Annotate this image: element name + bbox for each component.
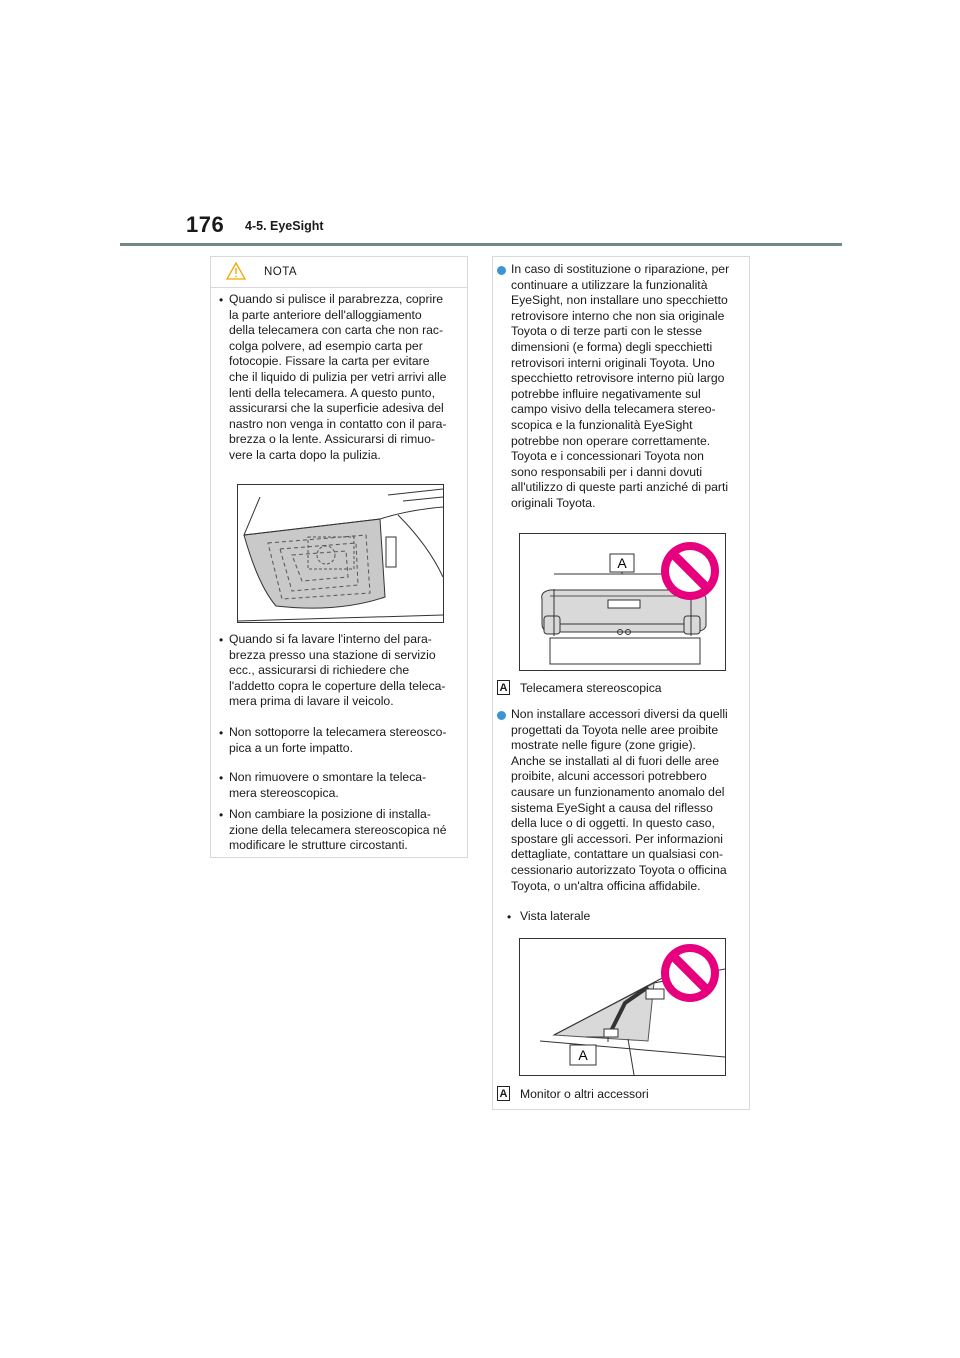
bullet-circle-icon <box>497 266 506 275</box>
info-item-2: Non installare accessori diversi da quelli progettati da Toyota nelle aree proibite mostrate nelle figure (zone grigie). Anche se installati al di fuori delle aree proibite, alcuni accessori potrebbero causare un funzionamento anomalo del sistema EyeSight a causa del riflesso della luce o di oggetti. In questo caso, spostare gli accessori. Per informazioni dettagliate, contattare un qualsiasi con- cessionario autorizzato Toyota o officina Toyota, o un'altra officina affidabile. <box>511 707 728 893</box>
fig1-label-letter: A <box>497 680 510 695</box>
camera-cover-figure <box>237 484 444 623</box>
bullet-dot: • <box>507 910 512 924</box>
note-bullet-1: Quando si pulisce il parabrezza, coprire la parte anteriore dell'alloggiamento della telecamera con carta che non rac- colga polvere, ad esempio carta per fotocopie. Fissare la carta per evitare che il liquido di pulizia per vetri arrivi alle lenti della telecamera. A questo punto, assicurarsi che la superficie adesiva del nastro non venga in contatto con il para- brezza o la lente. Assicurarsi di rimuo- vere la carta dopo la pulizia. <box>229 292 447 462</box>
bullet-dot: • <box>219 293 224 307</box>
note-bullet-3: Non sottoporre la telecamera stereosco- pica a un forte impatto. <box>229 725 447 755</box>
bullet-circle-icon <box>497 711 506 720</box>
bullet-dot: • <box>219 726 224 740</box>
section-title: 4-5. EyeSight <box>245 219 324 233</box>
page-number: 176 <box>186 212 225 237</box>
header-rule <box>120 243 842 246</box>
side-callout: A <box>578 1047 588 1063</box>
bullet-dot: • <box>219 633 224 647</box>
note-bullet-5: Non cambiare la posizione di installa- zione della telecamera stereoscopica né modificare le strutture circostanti. <box>229 807 447 853</box>
mirror-camera-figure <box>519 533 726 671</box>
note-header <box>211 257 467 288</box>
info-box <box>492 256 750 1110</box>
note-bullet-4: Non rimuovere o smontare la teleca- mera stereoscopica. <box>229 770 427 800</box>
note-title: NOTA <box>264 266 298 278</box>
mirror-callout: A <box>617 555 627 571</box>
fig1-caption: Telecamera stereoscopica <box>520 681 662 695</box>
fig2-caption: Monitor o altri accessori <box>520 1087 649 1101</box>
bullet-dot: • <box>219 771 224 785</box>
info-item-1: In caso di sostituzione o riparazione, per continuare a utilizzare la funzionalità EyeSight, non installare uno specchietto retrovisore interno che non sia originale Toyota o di terze parti con le stesse dimensioni (e forma) degli specchietti retrovisori interni originali Toyota. Uno specchietto retrovisore interno più largo potrebbe influire negativamente sul campo visivo della telecamera stereo- scopica e la funzionalità EyeSight potrebbe non operare correttamente. Toyota e i concessionari Toyota non sono responsabili per i danni dovuti all'utilizzo di queste parti anziché di parti originali Toyota. <box>511 262 730 510</box>
bullet-dot: • <box>219 808 224 822</box>
sub-bullet-side-view: Vista laterale <box>520 909 591 923</box>
warning-triangle-icon <box>226 262 246 280</box>
note-bullet-2: Quando si fa lavare l'interno del para- brezza presso una stazione di servizio ecc., assicurarsi di richiedere che l'addetto copra le coperture della teleca- mera prima di lavare il veicolo. <box>229 632 446 709</box>
side-view-figure <box>519 938 726 1076</box>
note-box <box>210 256 468 858</box>
prohibition-icon <box>661 944 719 1002</box>
prohibition-icon <box>661 542 719 600</box>
fig2-label-letter: A <box>497 1086 510 1101</box>
